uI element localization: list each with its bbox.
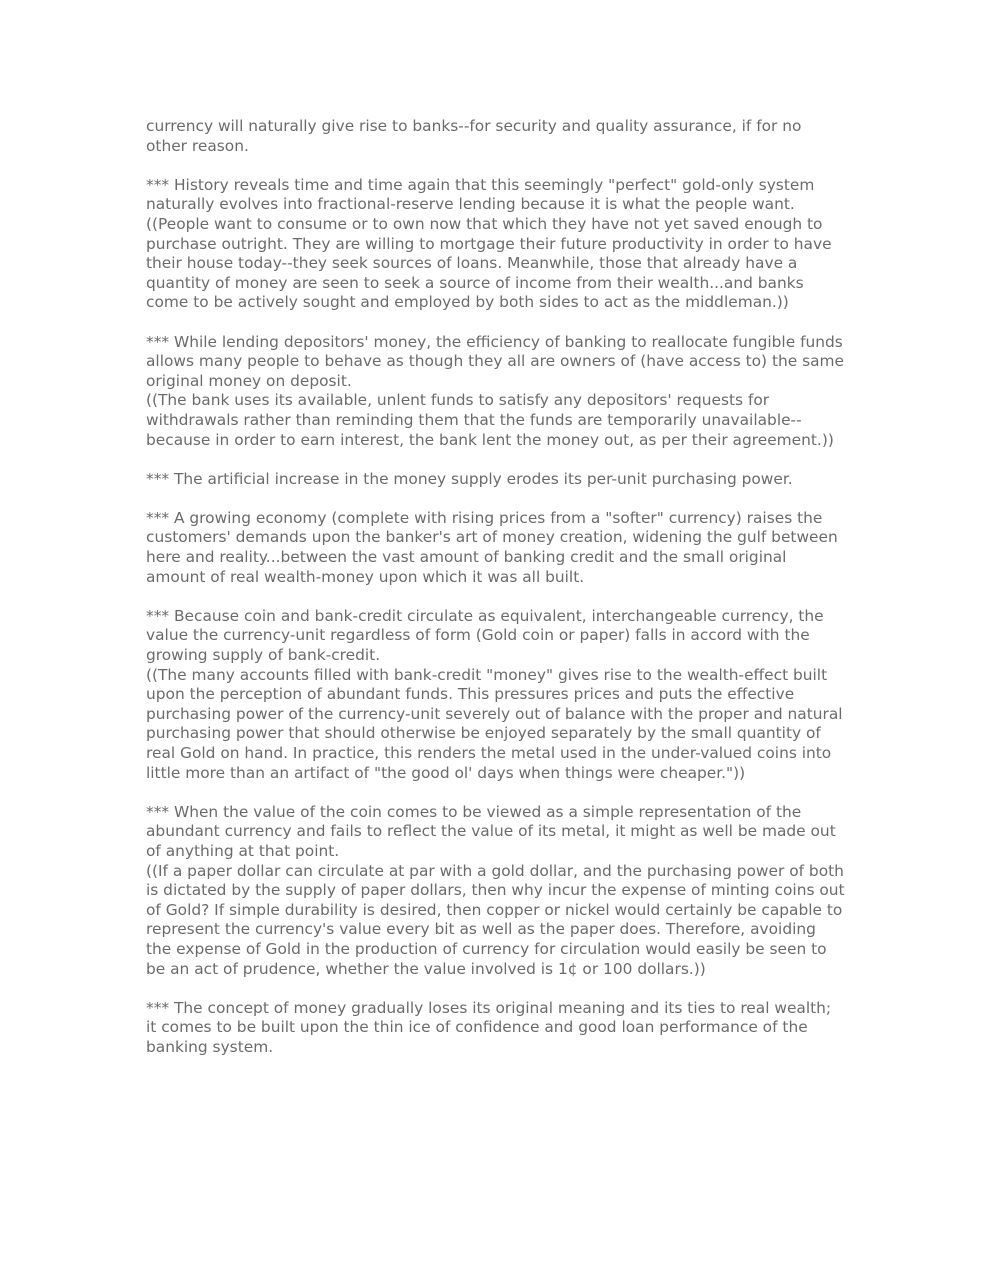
- paragraph-bank-credit: *** Because coin and bank-credit circulate as equivalent, interchangeable currency, the value the currency-unit regardless of form (Gold coin or paper) falls in accord with the growing supply of bank-credit. ((The many accounts filled with bank-credit "money" gives rise to the wealth-effect built upon the perception of abundant funds. This pressures prices and puts the effective purchasing power of the currency-unit severely out of balance with the proper and natural purchasing power that should otherwise be enjoyed separately by the small quantity of real Gold on hand. In practice, this renders the metal used in the under-valued coins into little more than an artifact of "the good ol' days when things were cheaper.")): [146, 606, 843, 782]
- paragraph-concept-of-money: *** The concept of money gradually loses its original meaning and its ties to real wealth; it comes to be built upon the thin ice of confidence and good loan performance of the banking system.: [146, 998, 832, 1056]
- paragraph-growing-economy: *** A growing economy (complete with rising prices from a "softer" currency) raises the customers' demands upon the banker's art of money creation, widening the gulf between here and reality...between the vast amount of banking credit and the small original amount of real wealth-money upon which it was all built.: [146, 508, 838, 586]
- paragraph-intro: currency will naturally give rise to banks--for security and quality assurance, if for no other reason.: [146, 117, 802, 155]
- paragraph-lending: *** While lending depositors' money, the efficiency of banking to reallocate fungible funds allows many people to behave as though they all are owners of (have access to) the same original money on deposit. ((The bank uses its available, unlent funds to satisfy any depositors' requests for withdrawals rather than reminding them that the funds are temporarily unavailable--because in order to earn interest, the bank lent the money out, as per their agreement.)): [146, 332, 845, 449]
- paragraph-coin-value: *** When the value of the coin comes to be viewed as a simple representation of the abundant currency and fails to reflect the value of its metal, it might as well be made out of anything at that point. ((If a paper dollar can circulate at par with a gold dollar, and the purchasing power of both is dictated by the supply of paper dollars, then why incur the expense of minting coins out of Gold? If simple durability is desired, then copper or nickel would certainly be capable to represent the currency's value every bit as well as the paper does. Therefore, avoiding the expense of Gold in the production of currency for circulation would easily be seen to be an act of prudence, whether the value involved is 1¢ or 100 dollars.)): [146, 802, 845, 978]
- paragraph-history: *** History reveals time and time again that this seemingly "perfect" gold-only system naturally evolves into fractional-reserve lending because it is what the people want. ((People want to consume or to own now that which they have not yet saved enough to purchase outright. They are willing to mortgage their future productivity in order to have their house today--they seek sources of loans. Meanwhile, those that already have a quantity of money are seen to seek a source of income from their wealth...and banks come to be actively sought and employed by both sides to act as the middleman.)): [146, 175, 832, 312]
- document-body: [146, 117, 846, 1058]
- paragraph-money-supply: *** The artificial increase in the money supply erodes its per-unit purchasing power.: [146, 469, 793, 488]
